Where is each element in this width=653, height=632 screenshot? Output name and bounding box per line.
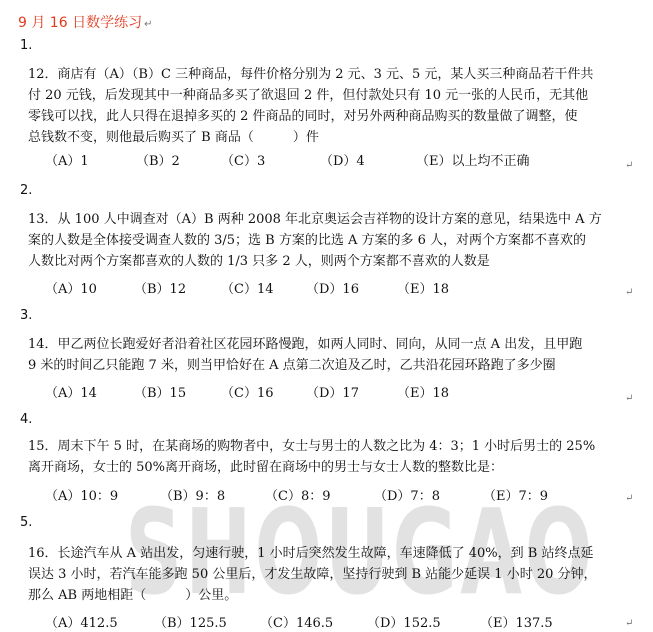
option-e: （E）7：9: [483, 489, 549, 504]
option-b: （B）125.5: [154, 616, 227, 631]
option-e: （E）18: [397, 282, 450, 297]
option-d: （D）4: [320, 154, 365, 169]
option-a: （A）412.5: [45, 616, 118, 631]
question-number: 4.: [20, 412, 33, 427]
paragraph-mark-icon: ↵: [625, 393, 634, 404]
question-number: 1.: [20, 38, 33, 53]
question-number: 2.: [20, 183, 33, 198]
option-b: （B）9：8: [160, 489, 226, 504]
question-stem: 12．商店有（A）（B）C 三种商品，每件价格分别为 2 元、3 元、5 元，某人买三种商品若干件共 付 20 元钱，后发现其中一种商品多买了欲退回 2 件，但付款处只有 10 元一张的人民币，无其他 零钱可以找，此人只得在退掉多买的 2 件商品的同时，对另外两种商品购买的数量做了调整，使 总钱数不变，则他最后购买了 B 商品（ ）件: [28, 67, 594, 145]
option-c: （C）16: [221, 386, 274, 401]
question-stem: 14．甲乙两位长跑爱好者沿着社区花园环路慢跑，如两人同时、同向，从同一点 A 出发，且甲跑 9 米的时间乙只能跑 7 米，则当甲恰好在 A 点第二次追及乙时，乙共沿花园环路跑了多少圈: [28, 337, 583, 373]
option-e: （E）18: [397, 386, 450, 401]
option-b: （B）15: [134, 386, 187, 401]
paragraph-mark-icon: ↵: [144, 19, 153, 30]
option-d: （D）16: [306, 282, 359, 297]
option-b: （B）2: [136, 154, 180, 169]
question-stem: 15．周末下午 5 时，在某商场的购物者中，女士与男士的人数之比为 4：3；1 小时后男士的 25% 离开商场，女士的 50%离开商场，此时留在商场中的男士与女士人数的整数比是：: [28, 439, 596, 475]
option-d: （D）17: [306, 386, 359, 401]
option-c: （C）8：9: [265, 489, 331, 504]
paragraph-mark-icon: ↵: [625, 493, 634, 504]
question-number: 5.: [20, 515, 33, 530]
question-number: 3.: [20, 308, 33, 323]
option-a: （A）14: [45, 386, 97, 401]
option-d: （D）7：8: [374, 489, 440, 504]
question-stem: 13．从 100 人中调查对（A）B 两种 2008 年北京奥运会吉祥物的设计方案的意见，结果选中 A 方 案的人数是全体接受调查人数的 3/5；选 B 方案的比选 A 方案的多 6 人，对两个方案都不喜欢的 人数比对两个方案都喜欢的人数的 1/3 只多 2 人，则两个方案都不喜欢的人数是: [28, 212, 602, 269]
page-title-text: 9 月 16 日数学练习: [18, 15, 143, 31]
option-d: （D）152.5: [367, 616, 441, 631]
option-e: （E）137.5: [480, 616, 553, 631]
option-c: （C）146.5: [260, 616, 334, 631]
option-a: （A）10：9: [45, 489, 119, 504]
option-e: （E）以上均不正确: [416, 154, 530, 169]
question-stem: 16．长途汽车从 A 站出发，匀速行驶，1 小时后突然发生故障，车速降低了 40%，到 B 站终点延 误达 3 小时，若汽车能多跑 50 公里后，才发生故障，坚持行驶到 B 站能少延误 1 小时 20 分钟， 那么 AB 两地相距（ ）公里。: [28, 546, 597, 603]
option-a: （A）1: [45, 154, 89, 169]
page-title: [18, 12, 152, 32]
watermark-text: SHOUGAO: [125, 498, 595, 608]
paragraph-mark-icon: ↵: [625, 287, 634, 298]
option-a: （A）10: [45, 282, 97, 297]
paragraph-mark-icon: ↵: [625, 618, 634, 629]
option-c: （C）3: [221, 154, 266, 169]
option-c: （C）14: [221, 282, 274, 297]
paragraph-mark-icon: ↵: [625, 160, 634, 171]
option-b: （B）12: [134, 282, 187, 297]
